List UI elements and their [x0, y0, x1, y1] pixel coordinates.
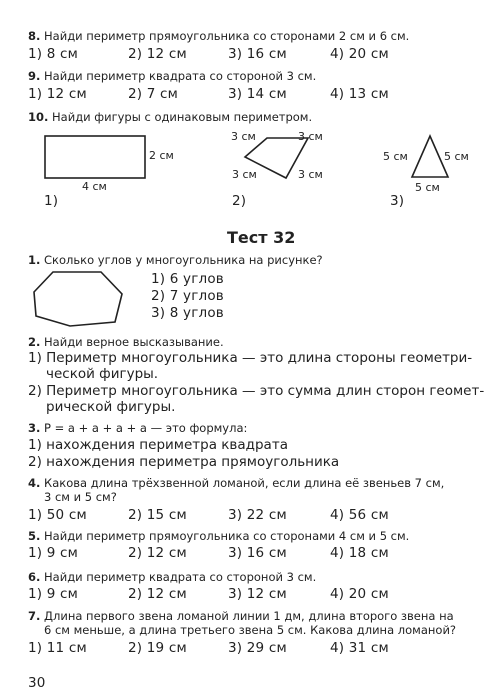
figure-1-label[interactable]: 1)	[44, 193, 59, 209]
t6-option-3[interactable]: 3) 12 см	[228, 586, 287, 602]
q9-number: 9.	[28, 69, 41, 83]
t3-option-1[interactable]: 1) нахождения периметра квадрата	[28, 437, 288, 453]
rectangle-side-label: 2 см	[149, 149, 174, 162]
t1-option-3[interactable]: 3) 8 углов	[151, 305, 224, 321]
t5-option-2[interactable]: 2) 12 см	[128, 545, 187, 561]
q9-option-3[interactable]: 3) 14 см	[228, 86, 287, 102]
t4-question-line-1: Какова длина трёхзвенной ломаной, если длина её звеньев 7 см,	[44, 476, 445, 490]
t7-text	[28, 609, 454, 623]
rhombus-top-left-label: 3 см	[231, 130, 256, 143]
t6-option-1[interactable]: 1) 9 см	[28, 586, 79, 602]
t7-option-4[interactable]: 4) 31 см	[330, 640, 389, 656]
t1-number: 1.	[28, 253, 41, 267]
t6-option-4[interactable]: 4) 20 см	[330, 586, 389, 602]
rectangle-figure	[40, 134, 150, 184]
t2-question: Найди верное высказывание.	[44, 335, 224, 349]
q8-text	[28, 29, 409, 43]
t4-options	[28, 507, 468, 525]
figure-2-label[interactable]: 2)	[232, 193, 247, 209]
t3-number: 3.	[28, 421, 41, 435]
t1-option-2[interactable]: 2) 7 углов	[151, 288, 224, 304]
t2-option-2-line-1[interactable]: 2) Периметр многоугольника — это сумма длин сторон геомет-	[28, 383, 485, 399]
t6-text	[28, 570, 316, 584]
t7-question-line-1: Длина первого звена ломаной линии 1 дм, длина второго звена на	[44, 609, 454, 623]
q10-question: Найди фигуры с одинаковым периметром.	[52, 110, 313, 124]
t5-option-3[interactable]: 3) 16 см	[228, 545, 287, 561]
t7-option-1[interactable]: 1) 11 см	[28, 640, 87, 656]
t7-number: 7.	[28, 609, 41, 623]
page-number: 30	[28, 675, 46, 691]
t4-option-3[interactable]: 3) 22 см	[228, 507, 287, 523]
q8-question: Найди периметр прямоугольника со сторонами 2 см и 6 см.	[44, 29, 410, 43]
rhombus-bottom-left-label: 3 см	[232, 168, 257, 181]
q9-option-1[interactable]: 1) 12 см	[28, 86, 87, 102]
figure-3-label[interactable]: 3)	[390, 193, 405, 209]
triangle-left-label: 5 см	[383, 150, 408, 163]
t1-question: Сколько углов у многоугольника на рисунке?	[44, 253, 323, 267]
t6-options	[28, 586, 468, 604]
t2-text	[28, 335, 224, 349]
t3-question: P = a + a + a + a — это формула:	[44, 421, 248, 435]
t2-option-2-line-2: рической фигуры.	[46, 399, 176, 415]
q9-option-2[interactable]: 2) 7 см	[128, 86, 179, 102]
rectangle-shape	[45, 136, 145, 178]
t1-option-1[interactable]: 1) 6 углов	[151, 271, 224, 287]
test-title: Тест 32	[227, 228, 296, 247]
t5-option-4[interactable]: 4) 18 см	[330, 545, 389, 561]
t1-text	[28, 253, 323, 267]
t5-question: Найди периметр прямоугольника со сторонами 4 см и 5 см.	[44, 529, 410, 543]
rhombus-bottom-right-label: 3 см	[298, 168, 323, 181]
rhombus-top-right-label: 3 см	[298, 130, 323, 143]
q9-option-4[interactable]: 4) 13 см	[330, 86, 389, 102]
q8-option-3[interactable]: 3) 16 см	[228, 46, 287, 62]
t6-number: 6.	[28, 570, 41, 584]
q8-number: 8.	[28, 29, 41, 43]
rectangle-bottom-label: 4 см	[82, 180, 107, 193]
q8-options	[28, 46, 468, 64]
t4-option-1[interactable]: 1) 50 см	[28, 507, 87, 523]
t3-text	[28, 421, 247, 435]
t2-option-1-line-1[interactable]: 1) Периметр многоугольника — это длина стороны геометри-	[28, 350, 473, 366]
q8-option-2[interactable]: 2) 12 см	[128, 46, 187, 62]
triangle-shape	[412, 136, 448, 177]
t7-question-line-2: 6 см меньше, а длина третьего звена 5 см. Какова длина ломаной?	[44, 623, 457, 637]
t4-text	[28, 476, 444, 490]
t5-option-1[interactable]: 1) 9 см	[28, 545, 79, 561]
t5-text	[28, 529, 409, 543]
t4-question-line-2: 3 см и 5 см?	[44, 490, 117, 504]
t7-option-2[interactable]: 2) 19 см	[128, 640, 187, 656]
heptagon-shape	[34, 272, 122, 326]
triangle-bottom-label: 5 см	[415, 181, 440, 194]
q10-text	[28, 110, 312, 124]
t2-option-1-line-2: ческой фигуры.	[46, 366, 159, 382]
q9-options	[28, 86, 468, 104]
t5-options	[28, 545, 468, 563]
t7-options	[28, 640, 468, 658]
q10-number: 10.	[28, 110, 49, 124]
heptagon-figure	[30, 268, 130, 330]
t3-option-2[interactable]: 2) нахождения периметра прямоугольника	[28, 454, 340, 470]
t6-option-2[interactable]: 2) 12 см	[128, 586, 187, 602]
q9-question: Найди периметр квадрата со стороной 3 см.	[44, 69, 317, 83]
t5-number: 5.	[28, 529, 41, 543]
t4-number: 4.	[28, 476, 41, 490]
triangle-right-label: 5 см	[444, 150, 469, 163]
q8-option-1[interactable]: 1) 8 см	[28, 46, 79, 62]
t4-option-4[interactable]: 4) 56 см	[330, 507, 389, 523]
q9-text	[28, 69, 316, 83]
t4-option-2[interactable]: 2) 15 см	[128, 507, 187, 523]
q8-option-4[interactable]: 4) 20 см	[330, 46, 389, 62]
t7-option-3[interactable]: 3) 29 см	[228, 640, 287, 656]
t6-question: Найди периметр квадрата со стороной 3 см.	[44, 570, 317, 584]
t2-number: 2.	[28, 335, 41, 349]
